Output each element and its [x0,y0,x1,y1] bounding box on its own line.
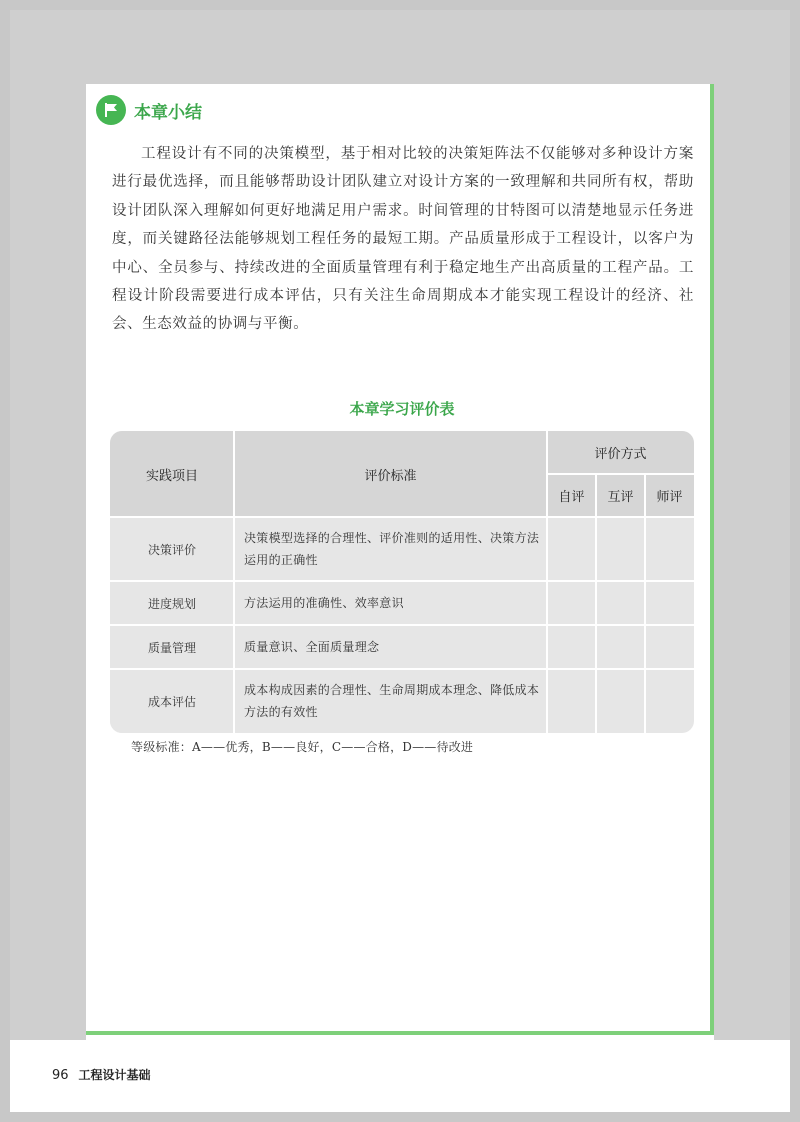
page-number: 96 [52,1068,69,1083]
row-project: 质量管理 [110,625,234,669]
header-teacher: 师评 [645,474,694,517]
table-divider [595,474,597,733]
row-criteria: 成本构成因素的合理性、生命周期成本理念、降低成本方法的有效性 [234,669,547,733]
header-method: 评价方式 [547,431,694,474]
row-project: 决策评价 [110,517,234,581]
row-criteria: 质量意识、全面质量理念 [234,625,547,669]
chapter-summary-header [96,93,202,127]
header-self: 自评 [547,474,596,517]
book-title: 工程设计基础 [78,1068,151,1082]
table-divider [110,516,694,518]
row-criteria: 决策模型选择的合理性、评价准则的适用性、决策方法运用的正确性 [234,517,547,581]
table-divider [546,431,548,733]
grading-standard-note: 等级标准：A——优秀，B——良好，C——合格，D——待改进 [131,740,474,754]
right-margin-band [714,10,790,1040]
chapter-summary-title: 本章小结 [134,102,202,123]
page-footer [52,1066,151,1083]
row-criteria: 方法运用的准确性、效率意识 [234,581,547,625]
table-divider [110,668,694,670]
table-divider [110,580,694,582]
evaluation-table-title: 本章学习评价表 [349,400,455,418]
table-divider [233,431,235,733]
flag-icon [96,95,126,125]
top-margin-band [10,10,790,84]
header-criteria: 评价标准 [234,431,547,517]
header-project: 实践项目 [110,431,234,517]
chapter-summary-text: 工程设计有不同的决策模型，基于相对比较的决策矩阵法不仅能够对多种设计方案进行最优选择，而且能够帮助设计团队建立对设计方案的一致理解和共同所有权，帮助设计团队深入理解如何更好地满足用户需求。时间管理的甘特图可以清楚地显示任务进度，而关键路径法能够规划工程任务的最短工期。产品质量形成于工程设计，以客户为中心、全员参与、持续改进的全面质量管理有利于稳定地生产出高质量的工程产品。工程设计阶段需要进行成本评估，只有关注生命周期成本才能实现工程设计的经济、社会、生态效益的协调与平衡。 [112,146,694,333]
table-divider [547,473,694,475]
evaluation-table [110,431,694,733]
row-project: 成本评估 [110,669,234,733]
header-peer: 互评 [596,474,645,517]
table-divider [110,624,694,626]
table-divider [644,474,646,733]
left-margin-band [10,10,86,1040]
row-project: 进度规划 [110,581,234,625]
